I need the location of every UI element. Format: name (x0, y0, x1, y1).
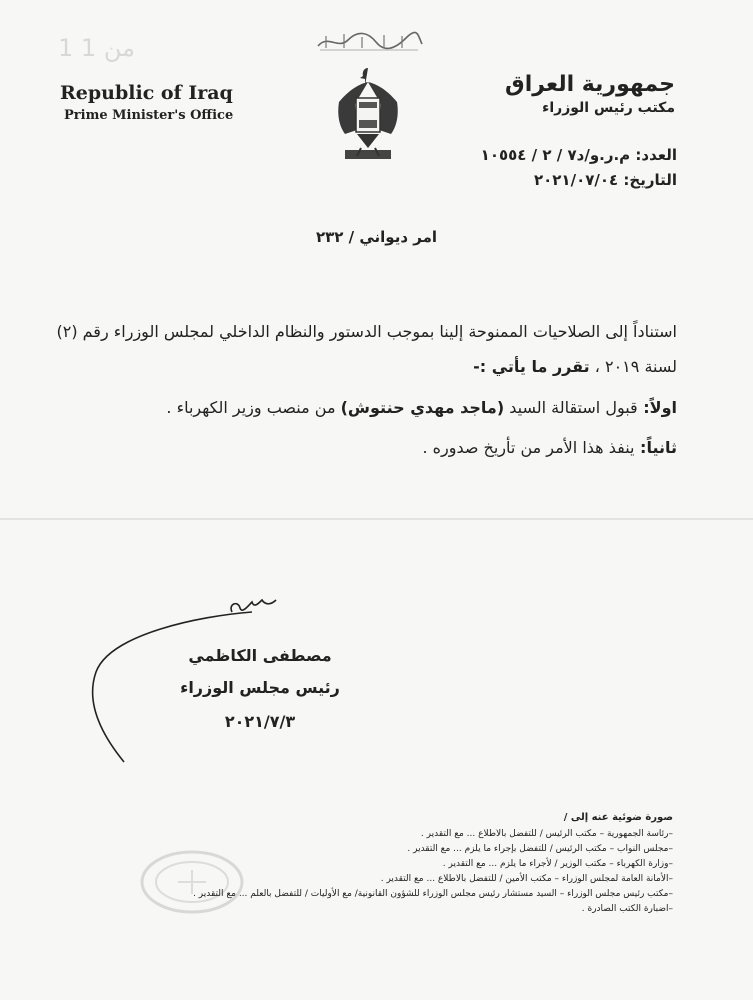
preamble-year: لسنة ٢٠١٩ ، (589, 357, 677, 376)
preamble-line-2 (473, 357, 677, 376)
eagle-emblem-icon (331, 64, 405, 166)
item-1-person-name: (ماجد مهدي حنتوش) (340, 398, 505, 417)
signatory-title: رئيس مجلس الوزراء (180, 678, 340, 697)
english-office-title: Prime Minister's Office (64, 108, 234, 123)
distribution-line: –اضبارة الكتب الصادرة . (581, 904, 673, 914)
basmala-calligraphy (314, 28, 424, 54)
page-number: 1 من 1 (58, 34, 135, 62)
reference-number: العدد: م.ر.و/د٧ / ٢ / ١٠٥٥٤ (480, 146, 677, 164)
distribution-line: –مجلس النواب – مكتب الرئيس / للتفضل بإجراء ما يلزم ... مع التقدير . (407, 844, 673, 854)
signatory-name: مصطفى الكاظمي (188, 646, 332, 665)
issue-date: التاريخ: ٢٠٢١/٠٧/٠٤ (533, 171, 677, 189)
distribution-line: –مكتب رئيس مجلس الوزراء – السيد مستشار رئيس مجلس الوزراء للشؤون القانونية/ مع الأوليات / للتفضل بالعلم ... مع التقدير . (193, 889, 673, 899)
order-title: امر ديواني / ٢٣٢ (315, 228, 438, 246)
page-fold-line (0, 518, 753, 520)
signature-date: ٢٠٢١/٧/٣ (224, 712, 296, 731)
distribution-heading: صورة ضوئية عنه إلى / (563, 812, 673, 823)
distribution-line: –رئاسة الجمهورية – مكتب الرئيس / للتفضل بالاطلاع ... مع التقدير . (420, 829, 673, 839)
item-1-text-c: من منصب وزير الكهرباء . (166, 398, 341, 417)
preamble-decision: تقرر ما يأتي :- (473, 357, 590, 376)
item-1-text-a: قبول استقالة السيد (504, 398, 638, 417)
arabic-office-title: مكتب رئيس الوزراء (542, 100, 675, 116)
item-1-label: اولاً: (637, 398, 677, 417)
preamble-line-1: استناداً إلى الصلاحيات الممنوحة إلينا بموجب الدستور والنظام الداخلي لمجلس الوزراء رقم (٢) (56, 322, 677, 341)
order-item-2 (422, 438, 677, 457)
english-country-title: Republic of Iraq (60, 82, 233, 104)
distribution-line: –وزارة الكهرباء – مكتب الوزير / لأجراء ما يلزم ... مع التقدير . (442, 859, 673, 869)
arabic-country-title: جمهورية العراق (505, 72, 675, 97)
item-2-label: ثانياً: (634, 438, 677, 457)
distribution-line: –الأمانة العامة لمجلس الوزراء – مكتب الأمين / للتفضل بالاطلاع ... مع التقدير . (380, 874, 673, 884)
distribution-list (73, 810, 673, 917)
order-item-1 (166, 398, 677, 417)
item-2-text: ينفذ هذا الأمر من تأريخ صدوره . (422, 438, 635, 457)
